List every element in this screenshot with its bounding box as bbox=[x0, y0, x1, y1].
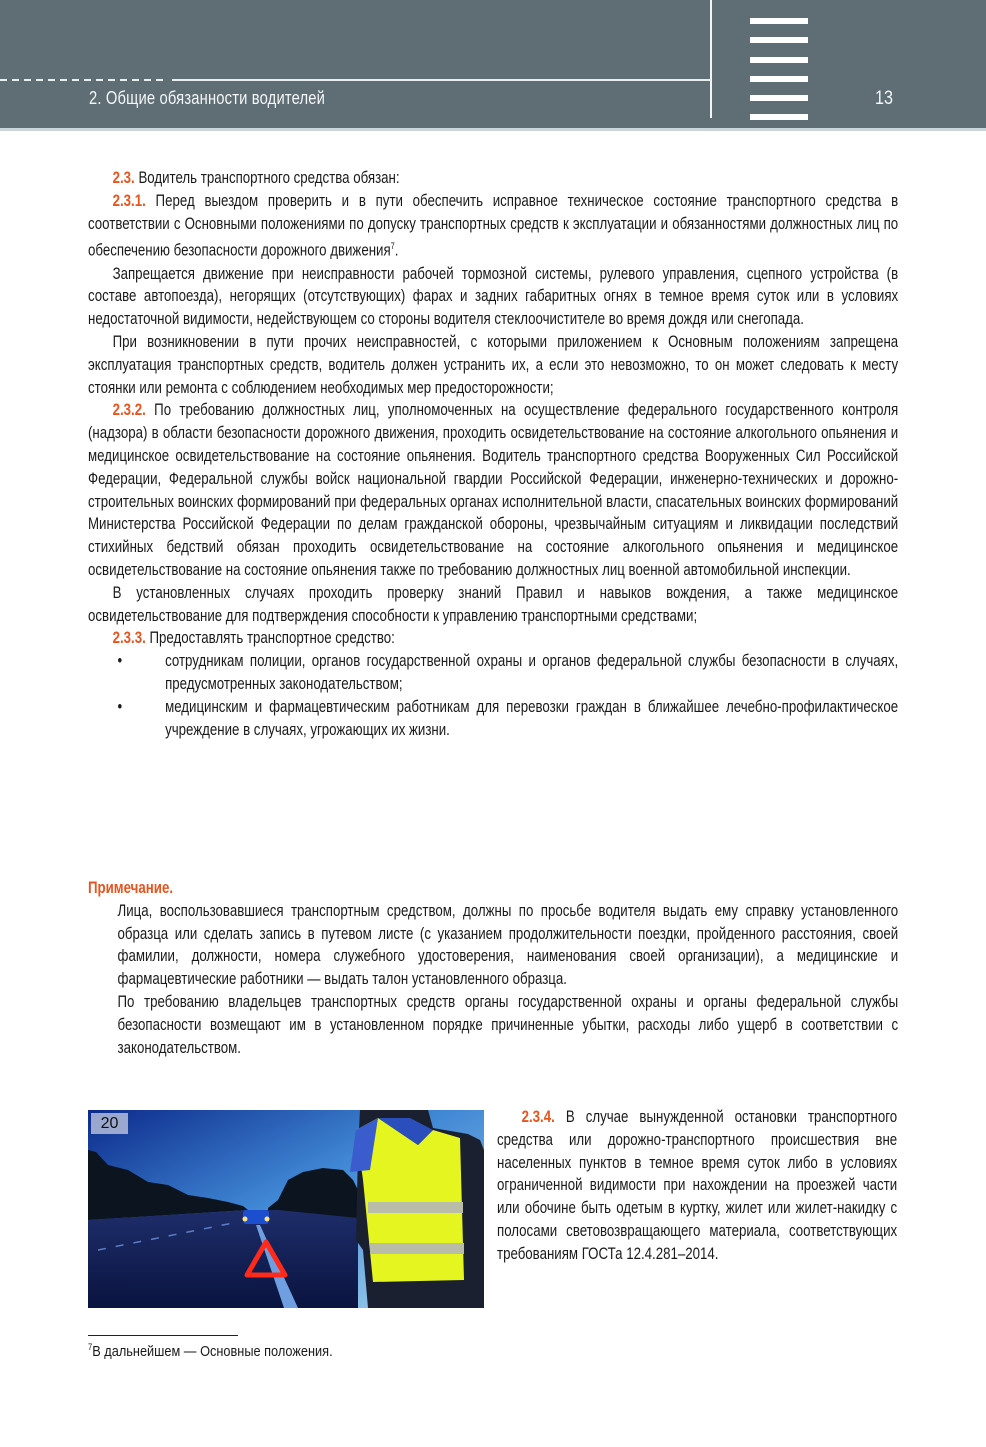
clause-2-3-1 bbox=[88, 190, 898, 263]
note-paragraph: Лица, воспользовавшиеся транспортным средством, должны по просьбе водителя выдать ему справку установленного образца или сделать запись в путевом листе (с указанием продолжительности поездки, пройденного расстояния, своей фамилии, должности, номера служебного удостоверения, наименования своей организации), а медицинские и фармацевтические работники — выдать талон установленного образца. bbox=[117, 901, 899, 989]
clause-2-3-2 bbox=[88, 399, 898, 581]
clause-text: Предоставлять транспортное средство: bbox=[145, 629, 395, 648]
header-dashed-rule bbox=[0, 79, 166, 81]
header-solid-rule bbox=[172, 79, 711, 81]
hazard-light bbox=[243, 1217, 248, 1222]
header-bottom-rule bbox=[0, 128, 986, 131]
clause-text: По требованию должностных лиц, уполномоченных на осуществление федерального государственного контроля (надзора) в области безопасности дорожного движения, проходить освидетельствование на состояние алкогольного опьянения и медицинское освидетельствование на состояние опьянения. Водитель транспортного средства Вооруженных Сил Российской Федерации, Федеральной службы войск национальной гвардии Российской Федерации, инженерно-технических и дорожно-строительных воинских формирований при федеральных органах исполнительной власти, спасательных воинских формирований Министерства Российской Федерации по делам гражданской обороны, чрезвычайным ситуациям и ликвидации последствий стихийных бедствий обязан проходить освидетельствование на состояние алкогольного опьянения и медицинское освидетельствование на состояние опьянения также по требованию должностных лиц военной автомобильной инспекции. bbox=[88, 401, 899, 579]
main-text bbox=[88, 167, 898, 741]
footnote bbox=[88, 1342, 333, 1360]
header-vertical-rule bbox=[710, 0, 712, 118]
footnote-number: 7 bbox=[88, 1342, 93, 1352]
clause-2-3-3 bbox=[88, 627, 898, 650]
clause-2-3 bbox=[88, 167, 898, 190]
paragraph-knowledge: В установленных случаях проходить проверку знаний Правил и навыков вождения, а также медицинское освидетельствование для подтверждения способности к управлению транспортными средствами; bbox=[88, 583, 899, 625]
clause-text: Водитель транспортного средства обязан: bbox=[134, 169, 400, 187]
clause-number: 2.3.3. bbox=[112, 629, 146, 648]
note-title: Примечание. bbox=[88, 879, 174, 897]
list-item bbox=[88, 696, 898, 742]
hazard-light bbox=[265, 1217, 270, 1222]
list-item-text: медицинским и фармацевтическим работникам для перевозки граждан в ближайшее лечебно-профилактическое учреждение в случаях, угрожающих их жизни. bbox=[165, 697, 899, 739]
clause-2-3-4 bbox=[497, 1106, 897, 1266]
clause-number: 2.3.1. bbox=[112, 191, 146, 210]
punctuation: . bbox=[394, 241, 399, 260]
clause-2-3-4-block bbox=[497, 1106, 897, 1266]
figure-reflective-vest-photo bbox=[88, 1110, 484, 1308]
reflective-stripe bbox=[368, 1202, 463, 1213]
page-header bbox=[0, 0, 986, 128]
footnote-separator bbox=[88, 1335, 238, 1336]
chapter-title: 2. Общие обязанности водителей bbox=[89, 88, 326, 108]
bullet-icon: • bbox=[117, 697, 123, 716]
header-stripes-decoration bbox=[750, 18, 808, 134]
car bbox=[243, 1210, 269, 1224]
clause-number: 2.3. bbox=[112, 169, 135, 187]
note-block bbox=[88, 877, 898, 1059]
footnote-text: В дальнейшем — Основные положения. bbox=[92, 1343, 333, 1360]
paragraph-prohibited: Запрещается движение при неисправности рабочей тормозной системы, рулевого управления, сцепного устройства (в составе автопоезда), негорящих (отсутствующих) фарах и задних габаритных огнях в темное время суток или в условиях недостаточной видимости, недействующем со стороны водителя стеклоочистителе во время дождя или снегопада. bbox=[88, 264, 899, 329]
reflective-stripe bbox=[370, 1243, 464, 1254]
bullet-icon: • bbox=[117, 652, 123, 671]
clause-number: 2.3.2. bbox=[112, 401, 146, 420]
footnote-reference[interactable]: 7 bbox=[390, 241, 395, 252]
clause-number: 2.3.4. bbox=[521, 1108, 555, 1126]
figure-number-badge: 20 bbox=[91, 1113, 128, 1134]
clause-text: В случае вынужденной остановки транспортного средства или дорожно-транспортного происшествия вне населенных пунктов в темное время суток либо в условиях ограниченной видимости при нахождении на проезжей части или обочине быть одетым в куртку, жилет или жилет-накидку с полосами световозвращающего материала, соответствующих требованиям ГОСТа 12.4.281–2014. bbox=[497, 1108, 898, 1263]
list-item-text: сотрудникам полиции, органов государственной охраны и органов федеральной службы безопасности в случаях, предусмотренных законодательством; bbox=[165, 652, 899, 693]
note-paragraph: По требованию владельцев транспортных средств органы государственной охраны и органы федеральной службы безопасности возмещают им в установленном порядке причиненные убытки, расходы либо ущерб в соответствии с законодательством. bbox=[117, 992, 899, 1057]
page-number: 13 bbox=[875, 88, 893, 109]
night-road-illustration bbox=[88, 1110, 484, 1308]
paragraph-other-faults: При возникновении в пути прочих неисправностей, с которыми приложением к Основным положениям запрещена эксплуатация транспортных средств, водитель должен устранить их, а если это невозможно, то он может следовать к месту стоянки или ремонта с соблюдением необходимых мер предосторожности; bbox=[88, 332, 899, 397]
list-item bbox=[88, 650, 898, 696]
clause-text: Перед выездом проверить и в пути обеспечить исправное техническое состояние транспортного средства в соответствии с Основными положениями по допуску транспортных средств к эксплуатации и обязанностями должностных лиц по обеспечению безопасности дорожного движения bbox=[88, 191, 899, 260]
